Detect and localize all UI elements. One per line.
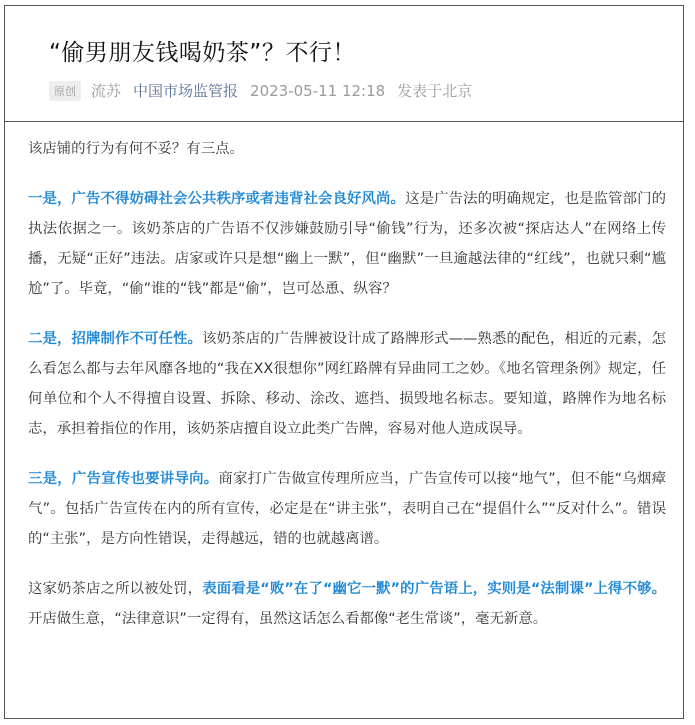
point-two-text: 该奶茶店的广告牌被设计成了路牌形式——熟悉的配色，相近的元素，怎么看怎么都与去年风靡各地的“我在XX很想你”网红路牌有异曲同工之妙。《地名管理条例》规定，任何单位和个人不得擅自设置、拆除、移动、涂改、遮挡、损毁地名标志。要知道，路牌作为地名标志，承担着指位的作用，该奶茶店擅自设立此类广告牌，容易对他人造成误导。 — [28, 331, 666, 437]
point-one-text: 这是广告法的明确规定，也是监管部门的执法依据之一。该奶茶店的广告语不仅涉嫌鼓励引导“偷钱”行为，还多次被“探店达人”在网络上传播，无疑“正好”违法。店家或许只是想“幽上一默”，但“幽默”一旦逾越法律的“红线”，也就只剩“尴尬”了。毕竟，“偷”谁的“钱”都是“偷”，岂可怂恿、纵容？ — [28, 191, 666, 297]
point-three-heading: 三是，广告宣传也要讲导向。 — [28, 471, 219, 487]
paragraph-point-one — [28, 184, 666, 304]
paragraph-conclusion — [28, 574, 666, 634]
article-content — [28, 134, 666, 654]
article-meta — [49, 80, 472, 101]
point-one-heading: 一是，广告不得妨碍社会公共秩序或者违背社会良好风尚。 — [28, 191, 406, 207]
source-account-link[interactable]: 中国市场监管报 — [133, 82, 239, 100]
author-name[interactable]: 流苏 — [91, 82, 122, 100]
point-three-text: 商家打广告做宣传理所应当，广告宣传可以接“地气”，但不能“乌烟瘴气”。包括广告宣传在内的所有宣传，必定是在“讲主张”，表明自己在“提倡什么”“反对什么”。错误的“主张”，是方向性错误，走得越远，错的也就越离谱。 — [28, 471, 666, 547]
paragraph-point-two — [28, 324, 666, 444]
article-title: “偷男朋友钱喝奶茶”？不行！ — [49, 40, 356, 66]
conclusion-highlight: 表面看是“败”在了“幽它一默”的广告语上，实则是“法制课”上得不够。 — [202, 581, 666, 597]
conclusion-text-after: 开店做生意，“法律意识”一定得有，虽然这话怎么看都像“老生常谈”，毫无新意。 — [28, 611, 548, 627]
paragraph-intro: 该店铺的行为有何不妥？有三点。 — [28, 141, 244, 157]
publish-location: 发表于北京 — [397, 82, 473, 100]
point-two-heading: 二是，招牌制作不可任性。 — [28, 331, 203, 347]
article-body — [4, 121, 684, 719]
publish-datetime: 2023-05-11 12:18 — [250, 81, 386, 100]
article-header — [4, 5, 684, 123]
paragraph-point-three — [28, 464, 666, 554]
conclusion-text-before: 这家奶茶店之所以被处罚， — [28, 581, 203, 597]
original-badge: 原创 — [49, 81, 81, 101]
